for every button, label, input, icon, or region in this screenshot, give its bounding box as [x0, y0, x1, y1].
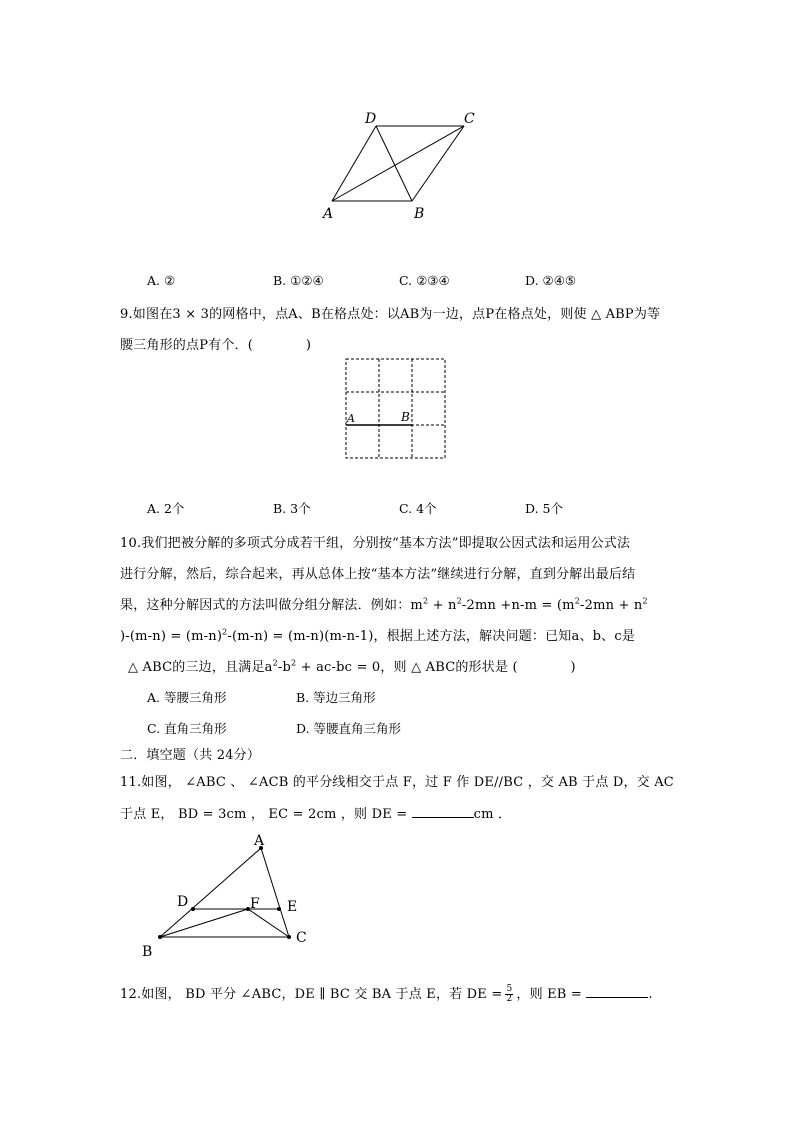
label-C: C	[464, 111, 475, 127]
q12-fraction: $\frac{5}{2}$	[506, 984, 513, 1004]
q12-line: 12.如图， BD 平分 ∠ABC，DE ∥ BC 交 BA 于点 E，若 DE = $\frac{5}{2}$ ，则 EB = .	[120, 984, 653, 1004]
tri-label-B: B	[142, 944, 153, 960]
q10-line-3: 果，这种分解因式的方法叫做分组分解法．例如：$m^2 + n^2-2mn +n-m = (m^2-2mn + n^2$	[120, 596, 648, 613]
q10-option-d: D. 等腰直角三角形	[296, 721, 402, 736]
q10-line-1: 10.我们把被分解的多项式分成若干组，分别按“基本方法”即提取公因式法和运用公式法	[120, 536, 631, 551]
label-A: A	[323, 206, 334, 222]
q11-answer-blank[interactable]	[412, 805, 474, 818]
q9-option-c: C. 4个	[399, 501, 437, 516]
q10-line-4: )$-(m-n) = (m-n)^2-(m-n) = (m-n)(m-n-1)$，根据上述方法，解决问题：已知a、b、c是	[120, 627, 636, 644]
q9-option-a: A. 2个	[147, 501, 185, 516]
triangle-figure	[138, 830, 318, 965]
section-heading: 二．填空题（共 24分）	[120, 748, 261, 763]
q10-option-b: B. 等边三角形	[296, 690, 376, 705]
q8-option-b: B. ①②④	[273, 273, 324, 288]
tri-label-A: A	[254, 833, 265, 849]
q10-line-5: △ ABC的三边，且满足$a^2-b^2 + ac-bc = 0$，则 △ ABC的形状是 ( )	[128, 658, 576, 675]
q10-line-2: 进行分解，然后，综合起来，再从总体上按“基本方法”继续进行分解，直到分解出最后结	[120, 567, 636, 582]
q9-line-2: 腰三角形的点P有个．( )	[120, 338, 312, 353]
grid-label-A: A	[347, 412, 355, 425]
q11-line-1: 11.如图， ∠ABC 、 ∠ACB 的平分线相交于点 F，过 F 作 DE//BC ，交 AB 于点 D，交 AC	[120, 775, 674, 790]
label-D: D	[365, 111, 377, 127]
q10-option-c: C. 直角三角形	[147, 721, 227, 736]
q8-option-d: D. ②④⑤	[525, 273, 577, 288]
tri-label-F: F	[250, 896, 260, 912]
q11-line-2: 于点 E， BD = 3cm ， EC = 2cm ，则 DE = cm ．	[120, 807, 512, 822]
label-B: B	[414, 206, 425, 222]
q8-option-c: C. ②③④	[399, 273, 450, 288]
tri-label-D: D	[177, 894, 189, 910]
parallelogram-figure	[316, 106, 486, 226]
q9-option-d: D. 5个	[525, 501, 563, 516]
q9-line-1: 9.如图在3 × 3的网格中，点A、B在格点处：以AB为一边，点P在格点处，则使 △ ABP为等	[120, 307, 661, 322]
tri-label-E: E	[287, 899, 298, 915]
grid-label-B: B	[401, 410, 410, 424]
q9-option-b: B. 3个	[273, 501, 311, 516]
grid-figure	[344, 357, 448, 461]
tri-label-C: C	[296, 930, 307, 946]
q8-option-a: A. ②	[147, 273, 176, 288]
q12-answer-blank[interactable]	[586, 985, 648, 998]
q10-option-a: A. 等腰三角形	[147, 690, 227, 705]
